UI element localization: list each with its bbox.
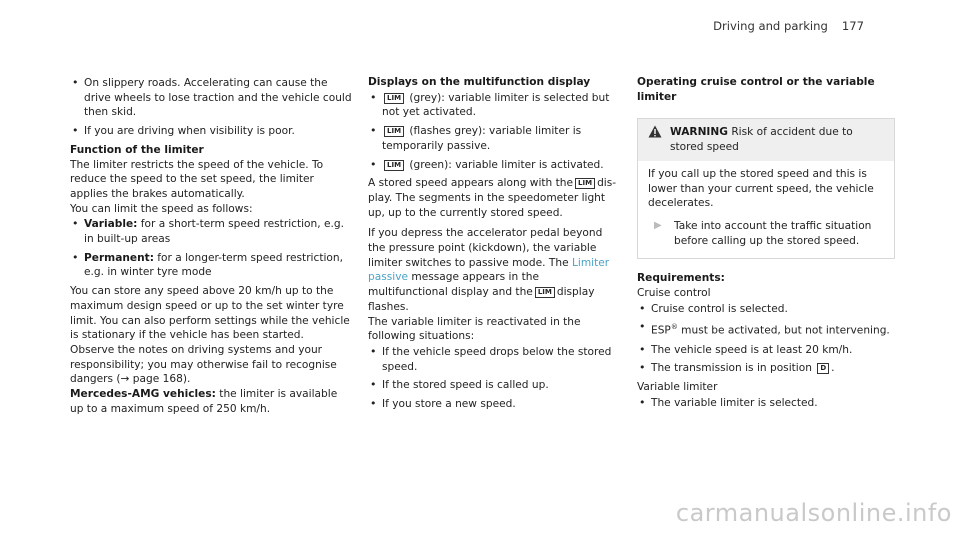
conditions-list: [70, 76, 352, 139]
display-states-list: [368, 91, 620, 173]
list-item: • If you store a new speed.: [368, 397, 620, 412]
gear-d-icon: D: [817, 363, 829, 374]
page-header: [713, 19, 864, 33]
column-1: [70, 75, 352, 416]
note: [648, 219, 884, 248]
text-fragment: A stored speed appears along with the: [368, 177, 574, 190]
amg-label: Mercedes-AMG vehicles:: [70, 388, 216, 401]
registered-mark: ®: [670, 323, 678, 332]
list-item: • The vehicle speed is at least 20 km/h.: [637, 343, 895, 358]
list-item: • Cruise control is selected.: [637, 302, 895, 317]
column-3: [637, 75, 895, 414]
stored-speed-text: [368, 176, 620, 220]
warning-title: Risk of accident due to stored speed: [670, 126, 853, 154]
list-item: • On slippery roads. Accelerating can cause the drive wheels to lose traction and the vehicle could then skid.: [70, 76, 352, 120]
option-label: Permanent:: [84, 251, 154, 264]
reactivated-text: The variable limiter is reactivated in the following situations:: [368, 315, 581, 343]
display-state-text: (flashes grey): variable limiter is temporarily passive.: [382, 125, 582, 152]
lim-icon: LIM: [384, 160, 404, 171]
text-fragment: display. The segments in the speedometer light up, up to the currently stored speed.: [368, 177, 617, 219]
warning-text: If you call up the stored speed and this is lower than your current speed, the vehicle decelerates.: [648, 167, 874, 210]
amg-paragraph: [70, 387, 352, 416]
list-item: [368, 124, 620, 153]
text-fragment: message appears in the multifunctional display and the: [368, 271, 539, 299]
list-item: [70, 251, 352, 280]
list-item: [637, 320, 895, 338]
amg-text: the limiter is available up to a maximum speed of 250 km/h.: [70, 388, 338, 415]
function-title: Function of the limiter: [70, 143, 204, 156]
transmission-text: The transmission is in position: [651, 362, 812, 375]
option-label: Variable:: [84, 218, 138, 231]
limiter-requirements-list: [637, 396, 895, 411]
column-2: [368, 75, 620, 416]
display-state-text: (grey): variable limiter is selected but not yet activated.: [382, 91, 610, 119]
observe-text: Observe the notes on driving systems and your responsibility; you may otherwise fail to recognise dangers (→ page 168).: [70, 343, 337, 386]
option-text: for a longer-term speed restriction, e.g. in winter tyre mode: [84, 251, 343, 279]
watermark: carmanualsonline.info: [675, 499, 952, 527]
note-text: Take into account the traffic situation before calling up the stored speed.: [674, 219, 872, 247]
list-item: • The transmission is in position D .: [637, 361, 895, 376]
situations-list: [368, 345, 620, 412]
option-text: for a short-term speed restriction, e.g. in built-up areas: [84, 218, 344, 246]
list-item: [70, 217, 352, 246]
list-item: [368, 158, 620, 173]
list-item: • The variable limiter is selected.: [637, 396, 895, 411]
operating-title: Operating cruise control or the variable limiter: [637, 76, 875, 103]
list-item: [368, 91, 620, 120]
display-state-text: (green): variable limiter is activated.: [409, 158, 604, 171]
cruise-control-label: Cruise control: [637, 287, 711, 300]
warning-label: WARNING: [670, 126, 728, 139]
lim-icon: LIM: [384, 93, 404, 104]
page-number: 177: [841, 19, 864, 33]
list-item: • If you are driving when visibility is poor.: [70, 124, 352, 139]
section-title: Driving and parking: [713, 19, 828, 33]
store-text: You can store any speed above 20 km/h up to the maximum design speed or up to the set winter tyre limit. You can also perform settings while the vehicle is stationary if the vehicle has been started.: [70, 285, 350, 342]
variable-limiter-label: Variable limiter: [637, 381, 718, 394]
arrow-right-icon: ▶: [654, 219, 662, 231]
limiter-passive-message: Limiter passive: [368, 256, 610, 284]
warning-icon: [648, 125, 670, 154]
limit-text: You can limit the speed as follows:: [70, 202, 253, 215]
kickdown-text: [368, 226, 620, 314]
list-item: • If the vehicle speed drops below the stored speed.: [368, 345, 620, 374]
list-item: • If the stored speed is called up.: [368, 378, 620, 393]
warning-box: [637, 118, 895, 259]
esp-text: must be activated, but not intervening.: [677, 324, 890, 337]
cruise-requirements-list: [637, 302, 895, 376]
text-fragment: display flashes.: [368, 286, 595, 313]
warning-body: [638, 161, 894, 259]
esp-label: ESP: [651, 324, 671, 337]
warning-heading: [670, 125, 884, 154]
text-fragment: If you depress the accelerator pedal beyond the pressure point (kickdown), the variable limiter switches to passive mode. The: [368, 227, 603, 269]
displays-title: Displays on the multifunction display: [368, 76, 591, 88]
requirements-title: Requirements:: [637, 272, 725, 285]
warning-header: [638, 119, 894, 160]
lim-icon: LIM: [575, 178, 595, 189]
function-text: The limiter restricts the speed of the vehicle. To reduce the speed to the set speed, the limiter applies the brakes automatically.: [70, 158, 324, 200]
limit-options: [70, 217, 352, 280]
lim-icon: LIM: [535, 287, 555, 298]
lim-icon: LIM: [384, 126, 404, 137]
